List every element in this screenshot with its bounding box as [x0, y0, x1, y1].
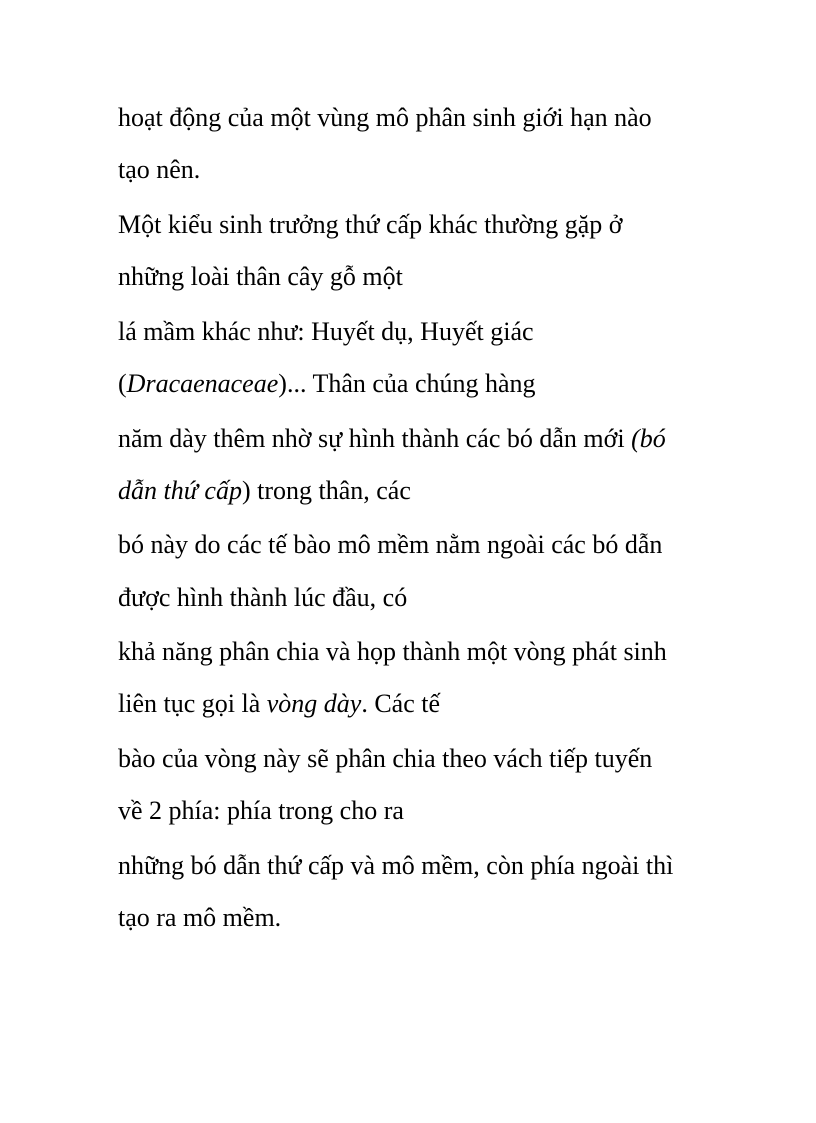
text-line: tạo ra mô mềm.: [118, 903, 282, 932]
text-line: lá mầm khác như: Huyết dụ, Huyết giác: [118, 317, 534, 346]
text-line: những loài thân cây gỗ một: [118, 262, 403, 291]
text-line: về 2 phía: phía trong cho ra: [118, 796, 404, 825]
text-segment: năm dày thêm nhờ sự hình thành các bó dẫn mới: [118, 424, 632, 453]
text-line: [118, 689, 440, 719]
text-segment: (: [118, 369, 127, 398]
italic-term: vòng dày: [266, 689, 362, 718]
italic-term: Dracaenaceae: [126, 369, 279, 398]
text-line: tạo nên.: [118, 155, 201, 184]
text-line: [118, 369, 536, 399]
text-line: được hình thành lúc đầu, có: [118, 583, 408, 612]
italic-term: (bó: [631, 424, 666, 453]
text-line: bó này do các tế bào mô mềm nằm ngoài các bó dẫn: [118, 530, 663, 559]
text-segment: . Các tế: [361, 689, 441, 718]
text-segment: ) trong thân, các: [241, 476, 411, 505]
text-segment: liên tục gọi là: [118, 689, 267, 718]
text-line: bào của vòng này sẽ phân chia theo vách tiếp tuyến: [118, 744, 653, 773]
text-line: [118, 476, 411, 506]
text-line: Một kiểu sinh trưởng thứ cấp khác thường gặp ở: [118, 210, 623, 239]
text-line: khả năng phân chia và họp thành một vòng phát sinh: [118, 637, 667, 666]
text-segment: )... Thân của chúng hàng: [278, 369, 536, 398]
text-line: những bó dẫn thứ cấp và mô mềm, còn phía ngoài thì: [118, 851, 674, 880]
text-line: hoạt động của một vùng mô phân sinh giới hạn nào: [118, 103, 652, 132]
text-line: [118, 424, 666, 454]
italic-term: dẫn thứ cấp: [118, 476, 242, 505]
